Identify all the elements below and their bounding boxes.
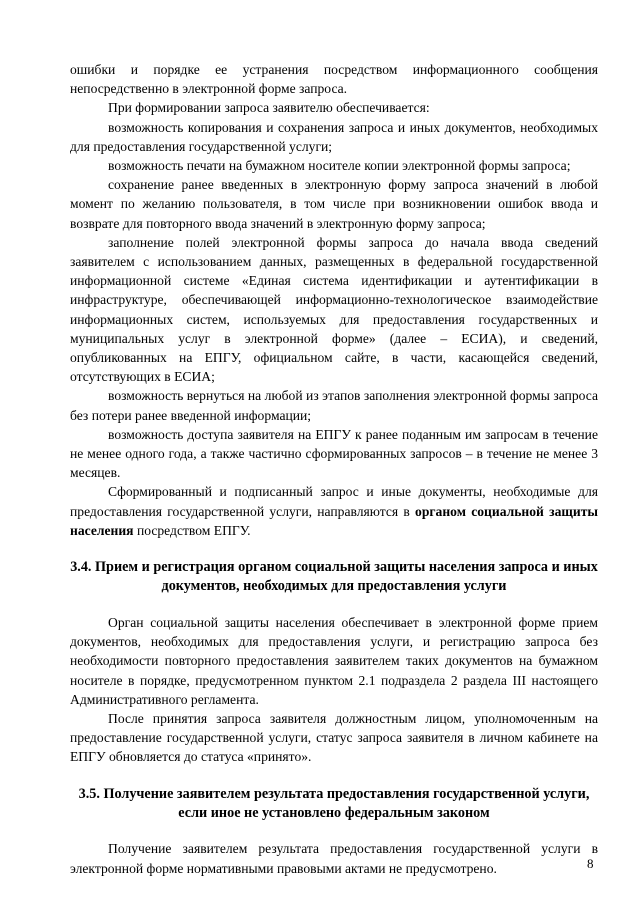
- paragraph-top-1: ошибки и порядке ее устранения посредством информационного сообщения непосредственно в электронной форме запроса.: [70, 62, 598, 97]
- spacer: [70, 597, 598, 613]
- spacer: [70, 823, 598, 839]
- paragraph-top-2: При формировании запроса заявителю обеспечивается:: [108, 100, 430, 116]
- spacer: [70, 540, 598, 558]
- section-3-4-paragraph-2: После принятия запроса заявителя должностным лицом, уполномоченным на предоставление государственной услуги, статус запроса заявителя в личном кабинете на ЕПГУ обновляется до статуса «принято».: [70, 710, 598, 765]
- section-3-4-paragraph-1: Орган социальной защиты населения обеспечивает в электронной форме прием документов, необходимых для предоставления услуги, и регистрацию запроса без необходимости повторного предоставления заявителем таких документов на бумажном носителе в порядке, предусмотренном пунктом 2.1 подраздела 2 раздела III настоящего Административного регламента.: [70, 614, 598, 707]
- paragraph-top-8: возможность доступа заявителя на ЕПГУ к ранее поданным им запросам в течение не менее одного года, а также частично сформированных запросов – в течение не менее 3 месяцев.: [70, 426, 598, 481]
- submission-bold-authority: органом социальной защиты населения: [70, 503, 598, 538]
- paragraph-top-4: возможность печати на бумажном носителе копии электронной формы запроса;: [108, 158, 571, 174]
- section-3-4-heading: 3.4. Прием и регистрация органом социальной защиты населения запроса и иных документов, необходимых для предоставления услуги: [70, 559, 598, 595]
- submission-text-b: посредством ЕПГУ.: [133, 522, 251, 538]
- paragraph-top-6: заполнение полей электронной формы запроса до начала ввода сведений заявителем с использованием данных, размещенных в федеральной государственной информационной системе «Единая система идентификации и аутентификации в инфраструктуре, обеспечивающей информационно-технологическое взаимодействие информационных систем, используемых для предоставления государственных и муниципальных услуг в электронной форме» (далее – ЕСИА), и сведений, опубликованных на ЕПГУ, официальном сайте, в части, касающейся сведений, отсутствующих в ЕСИА;: [70, 234, 598, 385]
- paragraph-submission: [70, 482, 598, 540]
- submission-text-a: Сформированный и подписанный запрос и иные документы, необходимые для предоставления государственной услуги, направляются в: [70, 484, 598, 519]
- paragraph-top-7: возможность вернуться на любой из этапов заполнения электронной формы запроса без потери ранее введенной информации;: [70, 388, 598, 423]
- paragraph-top-5: сохранение ранее введенных в электронную форму запроса значений в любой момент по желанию пользователя, в том числе при возникновении ошибок ввода и возврате для повторного ввода значений в электронную форму запроса;: [70, 177, 598, 231]
- section-3-5-heading: 3.5. Получение заявителем результата предоставления государственной услуги, если иное не установлено федеральным законом: [78, 785, 590, 821]
- paragraph-top-3: возможность копирования и сохранения запроса и иных документов, необходимых для предоставления государственной услуги;: [70, 119, 598, 154]
- section-3-5-paragraph-1: Получение заявителем результата предоставления государственной услуги в электронной форме нормативными правовыми актами не предусмотрено.: [70, 841, 598, 876]
- page-number: 8: [587, 856, 594, 871]
- spacer: [70, 767, 598, 785]
- document-page: [70, 60, 598, 878]
